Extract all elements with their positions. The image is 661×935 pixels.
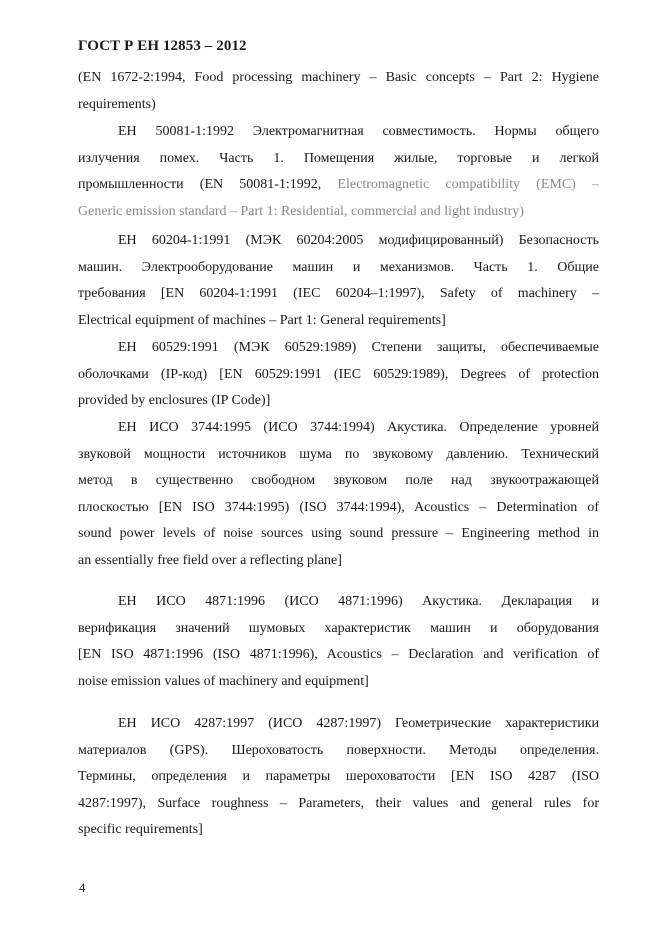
- paragraph-en60204: [78, 228, 599, 334]
- paragraph-en-iso4871: [78, 589, 599, 695]
- text-line: provided by enclosures (IP Code)]: [78, 393, 271, 409]
- text-line: звуковой мощности источников шума по звуковому давлению. Технический: [78, 446, 599, 462]
- text-line: specific requirements]: [78, 822, 203, 838]
- text-line: ЕН 60529:1991 (МЭК 60529:1989) Степени защиты, обеспечиваемые: [118, 340, 599, 355]
- text-line: машин. Электрооборудование машин и механизмов. Часть 1. Общие: [78, 259, 599, 275]
- paragraph-en-iso3744: [78, 415, 599, 575]
- text-line: ЕН ИСО 4871:1996 (ИСО 4871:1996) Акустика. Декларация и: [118, 594, 599, 609]
- paragraph-en60529: [78, 335, 599, 415]
- text-line: ЕН 50081-1:1992 Электромагнитная совместимость. Нормы общего: [118, 124, 599, 139]
- text-line: sound power levels of noise sources using sound pressure – Engineering method in: [78, 526, 599, 542]
- page-number: 4: [79, 880, 86, 895]
- text-line: ЕН ИСО 3744:1995 (ИСО 3744:1994) Акустика. Определение уровней: [118, 420, 599, 435]
- text-line: ЕН 60204-1:1991 (МЭК 60204:2005 модифицированный) Безопасность: [118, 233, 599, 248]
- text-line: материалов (GPS). Шероховатость поверхности. Методы определения.: [78, 742, 599, 758]
- text-line: requirements): [78, 96, 156, 112]
- text-line: [EN ISO 4871:1996 (ISO 4871:1996), Acoustics – Declaration and verification of: [78, 647, 599, 663]
- text-line: 4287:1997), Surface roughness – Parameters, their values and general rules for: [78, 795, 599, 811]
- text-line: метод в существенно свободном звуковом поле над звукоотражающей: [78, 473, 599, 489]
- text-line: ЕН ИСО 4287:1997 (ИСО 4287:1997) Геометрические характеристики: [118, 716, 599, 731]
- text-segment: промышленности (EN 50081-1:1992,: [78, 177, 338, 193]
- text-line: Термины, определения и параметры шероховатости [EN ISO 4287 (ISO: [78, 769, 599, 785]
- text-line: (EN 1672-2:1994, Food processing machinery – Basic concepts – Part 2: Hygiene: [78, 70, 599, 85]
- paragraph-en-iso4287: [78, 711, 599, 844]
- text-line-gray: Generic emission standard – Part 1: Residential, commercial and light industry): [78, 203, 524, 219]
- text-line: плоскостью [EN ISO 3744:1995) (ISO 3744:1994), Acoustics – Determination of: [78, 499, 599, 515]
- text-segment-gray: Electromagnetic compatibility (EMC) –: [337, 177, 599, 193]
- paragraph-en50081: [78, 119, 599, 225]
- text-line: верификация значений шумовых характеристик машин и оборудования: [78, 620, 599, 636]
- text-line: требования [EN 60204-1:1991 (IEC 60204–1:1997), Safety of machinery –: [78, 286, 599, 302]
- text-line-mixed: [78, 172, 599, 199]
- paragraph-en1672: [78, 65, 599, 118]
- text-line: an essentially free field over a reflecting plane]: [78, 552, 342, 568]
- text-line: оболочками (IP-код) [EN 60529:1991 (IEC 60529:1989), Degrees of protection: [78, 366, 599, 382]
- text-line: Electrical equipment of machines – Part 1: General requirements]: [78, 312, 446, 328]
- text-line: noise emission values of machinery and equipment]: [78, 673, 369, 689]
- text-line: излучения помех. Часть 1. Помещения жилые, торговые и легкой: [78, 150, 599, 166]
- document-header-title: ГОСТ Р ЕН 12853 – 2012: [78, 38, 247, 54]
